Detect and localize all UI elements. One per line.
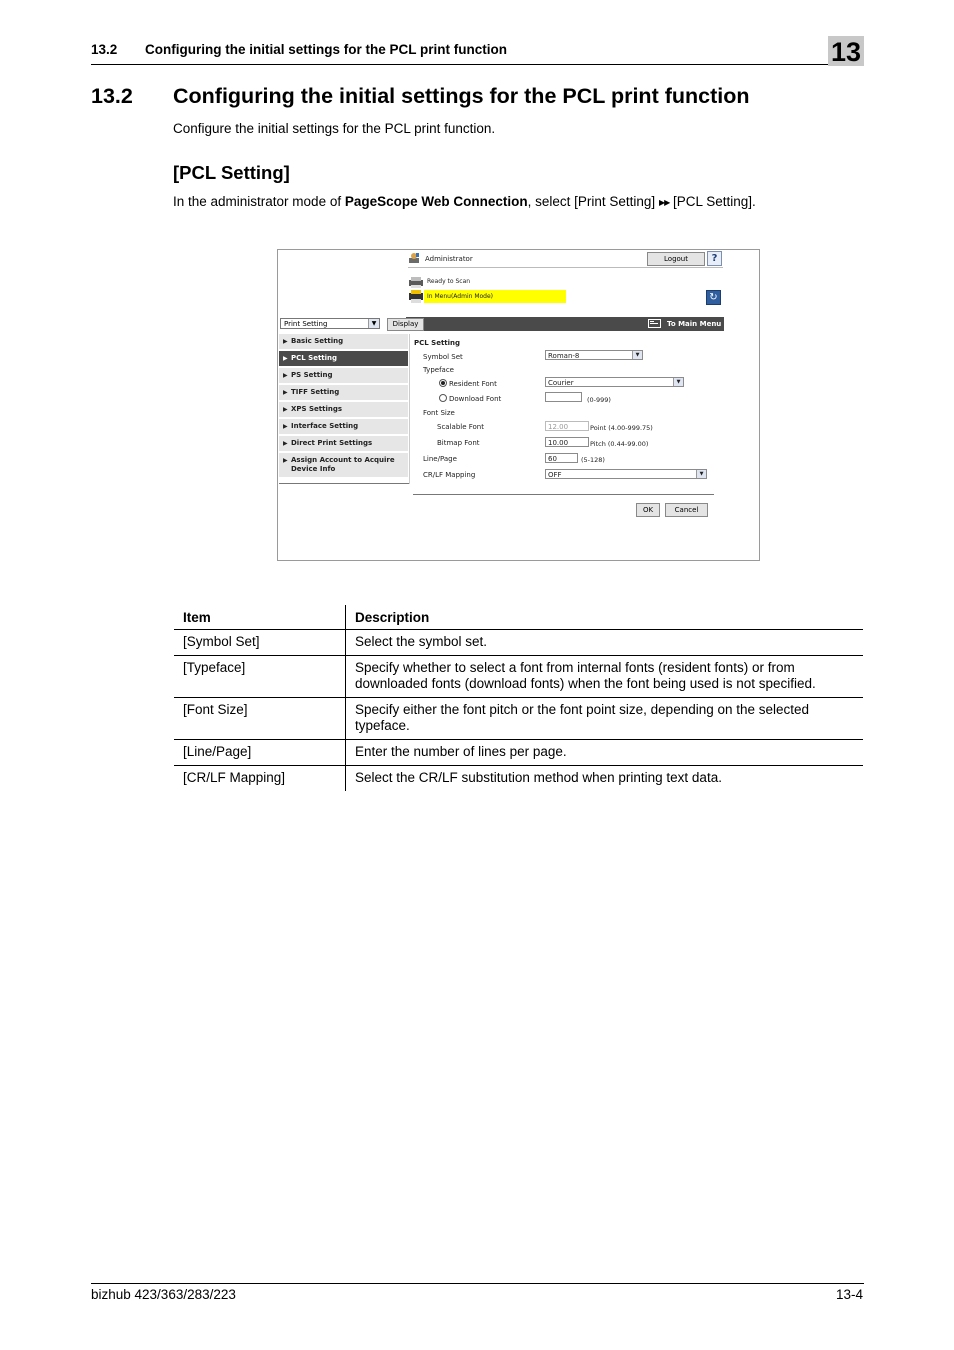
section-intro: Configure the initial settings for the PCL print function.: [173, 121, 496, 136]
sidebar-item-pcl-setting[interactable]: [279, 351, 408, 366]
section-title-text: Configuring the initial settings for the PCL print function: [173, 84, 750, 108]
running-header-number: 13.2: [91, 42, 118, 57]
line-page-label: Line/Page: [423, 455, 457, 463]
table-cell-item: [CR/LF Mapping]: [174, 766, 346, 792]
sidebar-item-assign-account[interactable]: [279, 453, 408, 477]
category-select[interactable]: [280, 318, 380, 329]
sidebar-item-label: Interface Setting: [291, 422, 359, 430]
line-page-input[interactable]: 60: [545, 453, 578, 463]
category-select-value: Print Setting: [284, 320, 328, 328]
printer-menu-icon: [408, 290, 424, 303]
sidebar-item-label: PS Setting: [291, 371, 333, 379]
crlf-mapping-label: CR/LF Mapping: [423, 471, 476, 479]
table-row: [174, 656, 863, 698]
table-header-row: [174, 605, 863, 630]
to-main-menu-link[interactable]: To Main Menu: [667, 320, 722, 328]
table-cell-item: [Font Size]: [174, 698, 346, 740]
bitmap-font-label: Bitmap Font: [437, 439, 480, 447]
crlf-mapping-select[interactable]: [545, 469, 707, 479]
triangle-right-icon: ▶: [283, 372, 288, 379]
printer-ready-icon: [408, 277, 424, 288]
section-title: [91, 84, 749, 109]
section-number: 13.2: [91, 84, 133, 108]
download-font-radio[interactable]: [439, 394, 447, 402]
table-cell-item: [Line/Page]: [174, 740, 346, 766]
table-cell-item: [Typeface]: [174, 656, 346, 698]
table-row: [174, 740, 863, 766]
instruction-text: [173, 194, 756, 209]
sidebar-item-label: PCL Setting: [291, 354, 338, 362]
sidebar-item-tiff-setting[interactable]: [279, 385, 408, 400]
triangle-right-icon: ▶: [283, 355, 288, 362]
scalable-font-label: Scalable Font: [437, 423, 484, 431]
resident-font-radio[interactable]: [439, 379, 447, 387]
scalable-font-unit: Point (4.00-999.75): [590, 424, 653, 432]
download-font-input[interactable]: [545, 392, 582, 402]
download-font-range: (0-999): [587, 396, 611, 404]
instruction-prefix: In the administrator mode of: [173, 194, 345, 209]
logout-button[interactable]: Logout: [647, 252, 705, 266]
chevron-down-icon: ▼: [632, 351, 642, 359]
running-header: [91, 42, 507, 57]
table-cell-description: Select the CR/LF substitution method when printing text data.: [355, 770, 722, 785]
sidebar-item-label: Basic Setting: [291, 337, 344, 345]
bitmap-font-unit: Pitch (0.44-99.00): [590, 440, 649, 448]
running-header-title: Configuring the initial settings for the PCL print function: [145, 42, 507, 57]
triangle-right-icon: ▶: [283, 389, 288, 396]
scalable-font-input[interactable]: 12.00: [545, 421, 589, 431]
table-cell-description: Select the symbol set.: [346, 630, 864, 656]
help-icon[interactable]: ?: [707, 251, 722, 266]
chapter-number-badge: 13: [828, 36, 864, 66]
table-cell-description: Enter the number of lines per page.: [346, 740, 864, 766]
resident-font-label: Resident Font: [449, 380, 497, 388]
line-page-range: (5-128): [581, 456, 605, 464]
top-divider: [408, 267, 723, 268]
settings-description-table: [174, 605, 863, 791]
sidebar-item-label: Direct Print Settings: [291, 439, 373, 447]
double-arrow-icon: ▶▶: [658, 198, 670, 207]
typeface-label: Typeface: [423, 366, 454, 374]
column-header-description: Description: [346, 605, 864, 630]
footer-page-number: 13-4: [835, 1287, 863, 1302]
sidebar-item-interface-setting[interactable]: [279, 419, 408, 434]
sidebar-item-direct-print-settings[interactable]: [279, 436, 408, 451]
chevron-down-icon: ▼: [368, 319, 379, 328]
instruction-middle: , select [Print Setting]: [527, 194, 659, 209]
subsection-title: [PCL Setting]: [173, 162, 290, 183]
sidebar-item-xps-settings[interactable]: [279, 402, 408, 417]
triangle-right-icon: ▶: [283, 423, 288, 430]
sidebar-item-label-line2: Device Info: [291, 465, 336, 473]
chevron-down-icon: ▼: [696, 470, 706, 478]
cancel-button[interactable]: Cancel: [665, 503, 708, 517]
triangle-right-icon: ▶: [283, 338, 288, 345]
table-cell-description: Specify either the font pitch or the font point size, depending on the selected typeface.: [346, 698, 864, 740]
sidebar-bottom-rule: [279, 483, 409, 484]
footer-rule: [91, 1283, 864, 1284]
ok-button[interactable]: OK: [636, 503, 660, 517]
table-row: [174, 698, 863, 740]
table-row: [174, 630, 863, 656]
form-title: PCL Setting: [414, 339, 461, 347]
font-size-label: Font Size: [423, 409, 455, 417]
resident-font-select[interactable]: [545, 377, 684, 387]
triangle-right-icon: ▶: [283, 457, 288, 464]
form-bottom-rule: [413, 494, 714, 495]
bitmap-font-input[interactable]: 10.00: [545, 437, 589, 447]
status-mode-text: In Menu(Admin Mode): [427, 293, 494, 300]
administrator-label: Administrator: [425, 255, 473, 263]
table-cell-item: [Symbol Set]: [174, 630, 346, 656]
sidebar-item-label: Assign Account to Acquire: [291, 456, 395, 464]
symbol-set-value: Roman-8: [548, 352, 580, 360]
instruction-app-name: PageScope Web Connection: [344, 194, 528, 209]
crlf-mapping-value: OFF: [548, 471, 562, 479]
symbol-set-label: Symbol Set: [423, 353, 463, 361]
triangle-right-icon: ▶: [283, 406, 288, 413]
web-connection-screenshot: [277, 249, 760, 561]
instruction-suffix: [PCL Setting].: [669, 194, 756, 209]
sidebar-item-basic-setting[interactable]: [279, 334, 408, 349]
footer-model: bizhub 423/363/283/223: [91, 1287, 236, 1302]
resident-font-value: Courier: [548, 379, 574, 387]
table-row: [174, 766, 863, 792]
table-cell-description: Specify whether to select a font from internal fonts (resident fonts) or from downloaded fonts (download fonts) when the font being used is not specified.: [346, 656, 864, 698]
triangle-right-icon: ▶: [283, 440, 288, 447]
sidebar-item-label: TIFF Setting: [291, 388, 340, 396]
chevron-down-icon: ▼: [673, 378, 683, 386]
symbol-set-select[interactable]: [545, 350, 643, 360]
sidebar-divider: [409, 334, 410, 484]
status-ready-text: Ready to Scan: [427, 278, 471, 285]
column-header-item: Item: [174, 605, 346, 630]
download-font-label: Download Font: [449, 395, 502, 403]
display-button[interactable]: Display: [387, 318, 424, 331]
header-rule: [91, 64, 864, 65]
sidebar-menu: [279, 334, 408, 479]
refresh-icon[interactable]: ↻: [706, 290, 721, 305]
sidebar-item-label: XPS Settings: [291, 405, 343, 413]
administrator-icon: [408, 252, 420, 264]
sidebar-item-ps-setting[interactable]: [279, 368, 408, 383]
main-menu-icon: [648, 319, 661, 328]
